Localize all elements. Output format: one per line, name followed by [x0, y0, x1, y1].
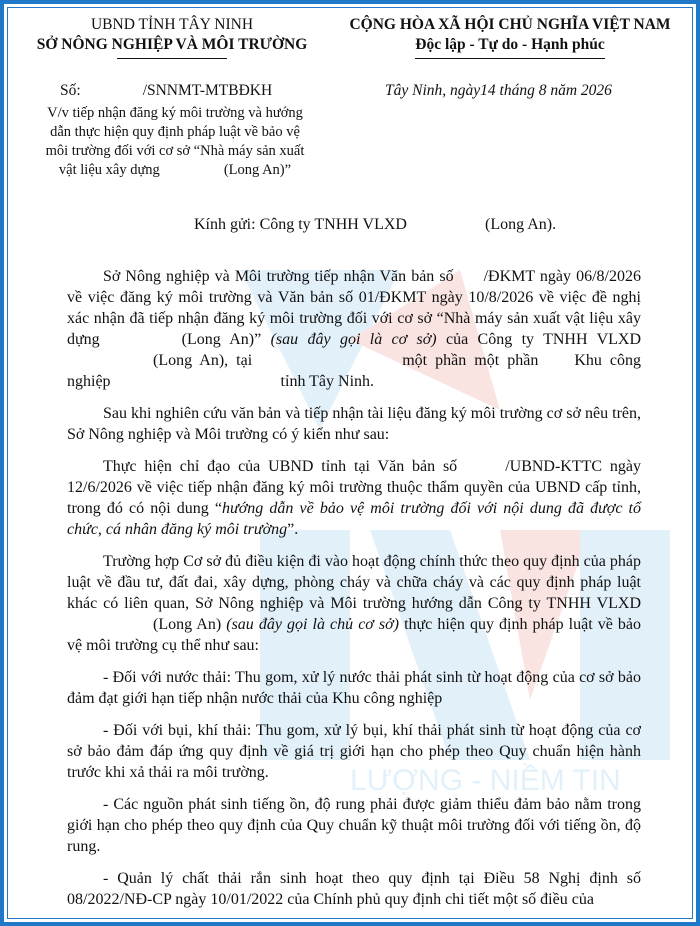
issue-date: Tây Ninh, ngày14 tháng 8 năm 2026: [385, 82, 612, 99]
paragraph: [67, 551, 641, 656]
text-run: (sau đây gọi là cơ sở): [270, 331, 437, 348]
paragraph: - Quản lý chất thải rắn sinh hoạt theo quy định tại Điều 58 Nghị định số 08/2022/NĐ-CP ngày 10/01/2022 của Chính phủ quy định chi tiết một số điều của: [67, 870, 641, 908]
paragraph: - Đối với nước thải: Thu gom, xử lý nước thải phát sinh từ hoạt động của cơ sở bảo đảm đạt giới hạn tiếp nhận nước thải của Khu công nghiệp: [67, 669, 641, 707]
subject-line: môi trường đối với cơ sở “Nhà máy sản xuất: [45, 143, 305, 159]
text-run: Khu công nghiệp: [67, 352, 642, 390]
text-run: Sở Nông nghiệp và Môi trường tiếp nhận Văn bản số: [103, 268, 454, 285]
document-number: [60, 82, 272, 100]
text-run: một phần: [474, 352, 539, 369]
watermark-text: LƯỢNG - NIỀM TIN: [350, 764, 621, 797]
issuer-underline: [117, 58, 227, 59]
subject-line: [14, 161, 336, 180]
letter-body: [67, 266, 641, 921]
text-run: /UBND-KTTC ngày 12/6/2026 về việc tiếp nhận đăng ký môi trường thuộc thẩm quyền của UBND cấp tỉnh, trong đó có nội dung “: [67, 458, 642, 517]
national-title: CỘNG HÒA XÃ HỘI CHỦ NGHĨA VIỆT NAM: [349, 16, 671, 33]
recipient-prefix: Kính gửi: Công ty TNHH VLXD: [194, 216, 407, 233]
text-run: (sau đây gọi là chủ cơ sở): [226, 616, 399, 633]
paragraph: [67, 266, 641, 392]
motto-underline: [415, 58, 605, 59]
text-run: (Long An)”: [181, 331, 262, 348]
issuer-block: [22, 15, 322, 59]
paragraph: - Các nguồn phát sinh tiếng ồn, độ rung phải được giảm thiểu đảm bảo nằm trong giới hạn cho phép theo quy định của Quy chuẩn kỹ thuật môi trường đối với tiếng ồn, độ rung.: [67, 796, 641, 855]
subject-block: [14, 104, 336, 180]
national-motto-block: [335, 15, 685, 59]
recipient-suffix: (Long An).: [484, 216, 557, 233]
paragraph: - Đối với bụi, khí thải: Thu gom, xử lý bụi, khí thải phát sinh từ hoạt động của cơ sở bảo đảm đáp ứng quy định về giá trị giới hạn cho phép theo Quy chuẩn hiện hành trước khi xả thải ra môi trường.: [67, 722, 641, 781]
text-run: Thực hiện chỉ đạo của UBND tỉnh tại Văn bản số: [103, 458, 458, 475]
text-run: tỉnh Tây Ninh.: [280, 373, 375, 390]
subject-text: (Long An)”: [223, 162, 292, 178]
text-run: (Long An): [153, 616, 222, 633]
issuer-parent: UBND TỈNH TÂY NINH: [90, 16, 254, 33]
number-code: /SNNMT-MTBĐKH: [142, 82, 273, 99]
paragraph: Sau khi nghiên cứu văn bản và tiếp nhận tài liệu đăng ký môi trường cơ sở nêu trên, Sở Nông nghiệp và Môi trường có ý kiến như sau:: [67, 405, 641, 443]
recipient-line: [194, 216, 556, 234]
number-label: Số:: [60, 82, 81, 99]
national-motto: Độc lập - Tự do - Hạnh phúc: [415, 36, 605, 53]
paragraph: [67, 456, 641, 540]
issuer-name: SỞ NÔNG NGHIỆP VÀ MÔI TRƯỜNG: [36, 36, 308, 53]
text-run: thực hiện quy định pháp luật về bảo vệ môi trường cụ thể như sau:: [67, 616, 642, 654]
text-run: hướng dẫn về bảo vệ môi trường đối với nội dung đã được tổ chức, cá nhân đăng ký môi trường: [67, 500, 641, 538]
text-run: của Công ty TNHH VLXD: [446, 331, 642, 348]
text-run: một phần: [402, 352, 467, 369]
subject-line: dẫn thực hiện quy định pháp luật về bảo vệ: [50, 124, 300, 140]
text-run: /ĐKMT ngày 06/8/2026 về việc đăng ký môi trường và Văn bản số 01/ĐKMT ngày 10/8/2026 về việc đề nghị xác nhận đã tiếp nhận đăng ký môi trường đối với cơ sở “Nhà máy sản xuất vật liệu xây dựng: [67, 268, 641, 348]
subject-line: V/v tiếp nhận đăng ký môi trường và hướng: [47, 105, 303, 121]
text-run: ”.: [287, 521, 299, 538]
text-run: (Long An), tại: [153, 352, 253, 369]
subject-text: vật liệu xây dựng: [58, 162, 160, 178]
text-run: Trường hợp Cơ sở đủ điều kiện đi vào hoạt động chính thức theo quy định của pháp luật về đầu tư, đất đai, xây dựng, phòng cháy và chữa cháy và các quy định pháp luật khác có liên quan, Sở Nông nghiệp và Môi trường hướng dẫn Công ty TNHH VLXD: [67, 553, 641, 612]
